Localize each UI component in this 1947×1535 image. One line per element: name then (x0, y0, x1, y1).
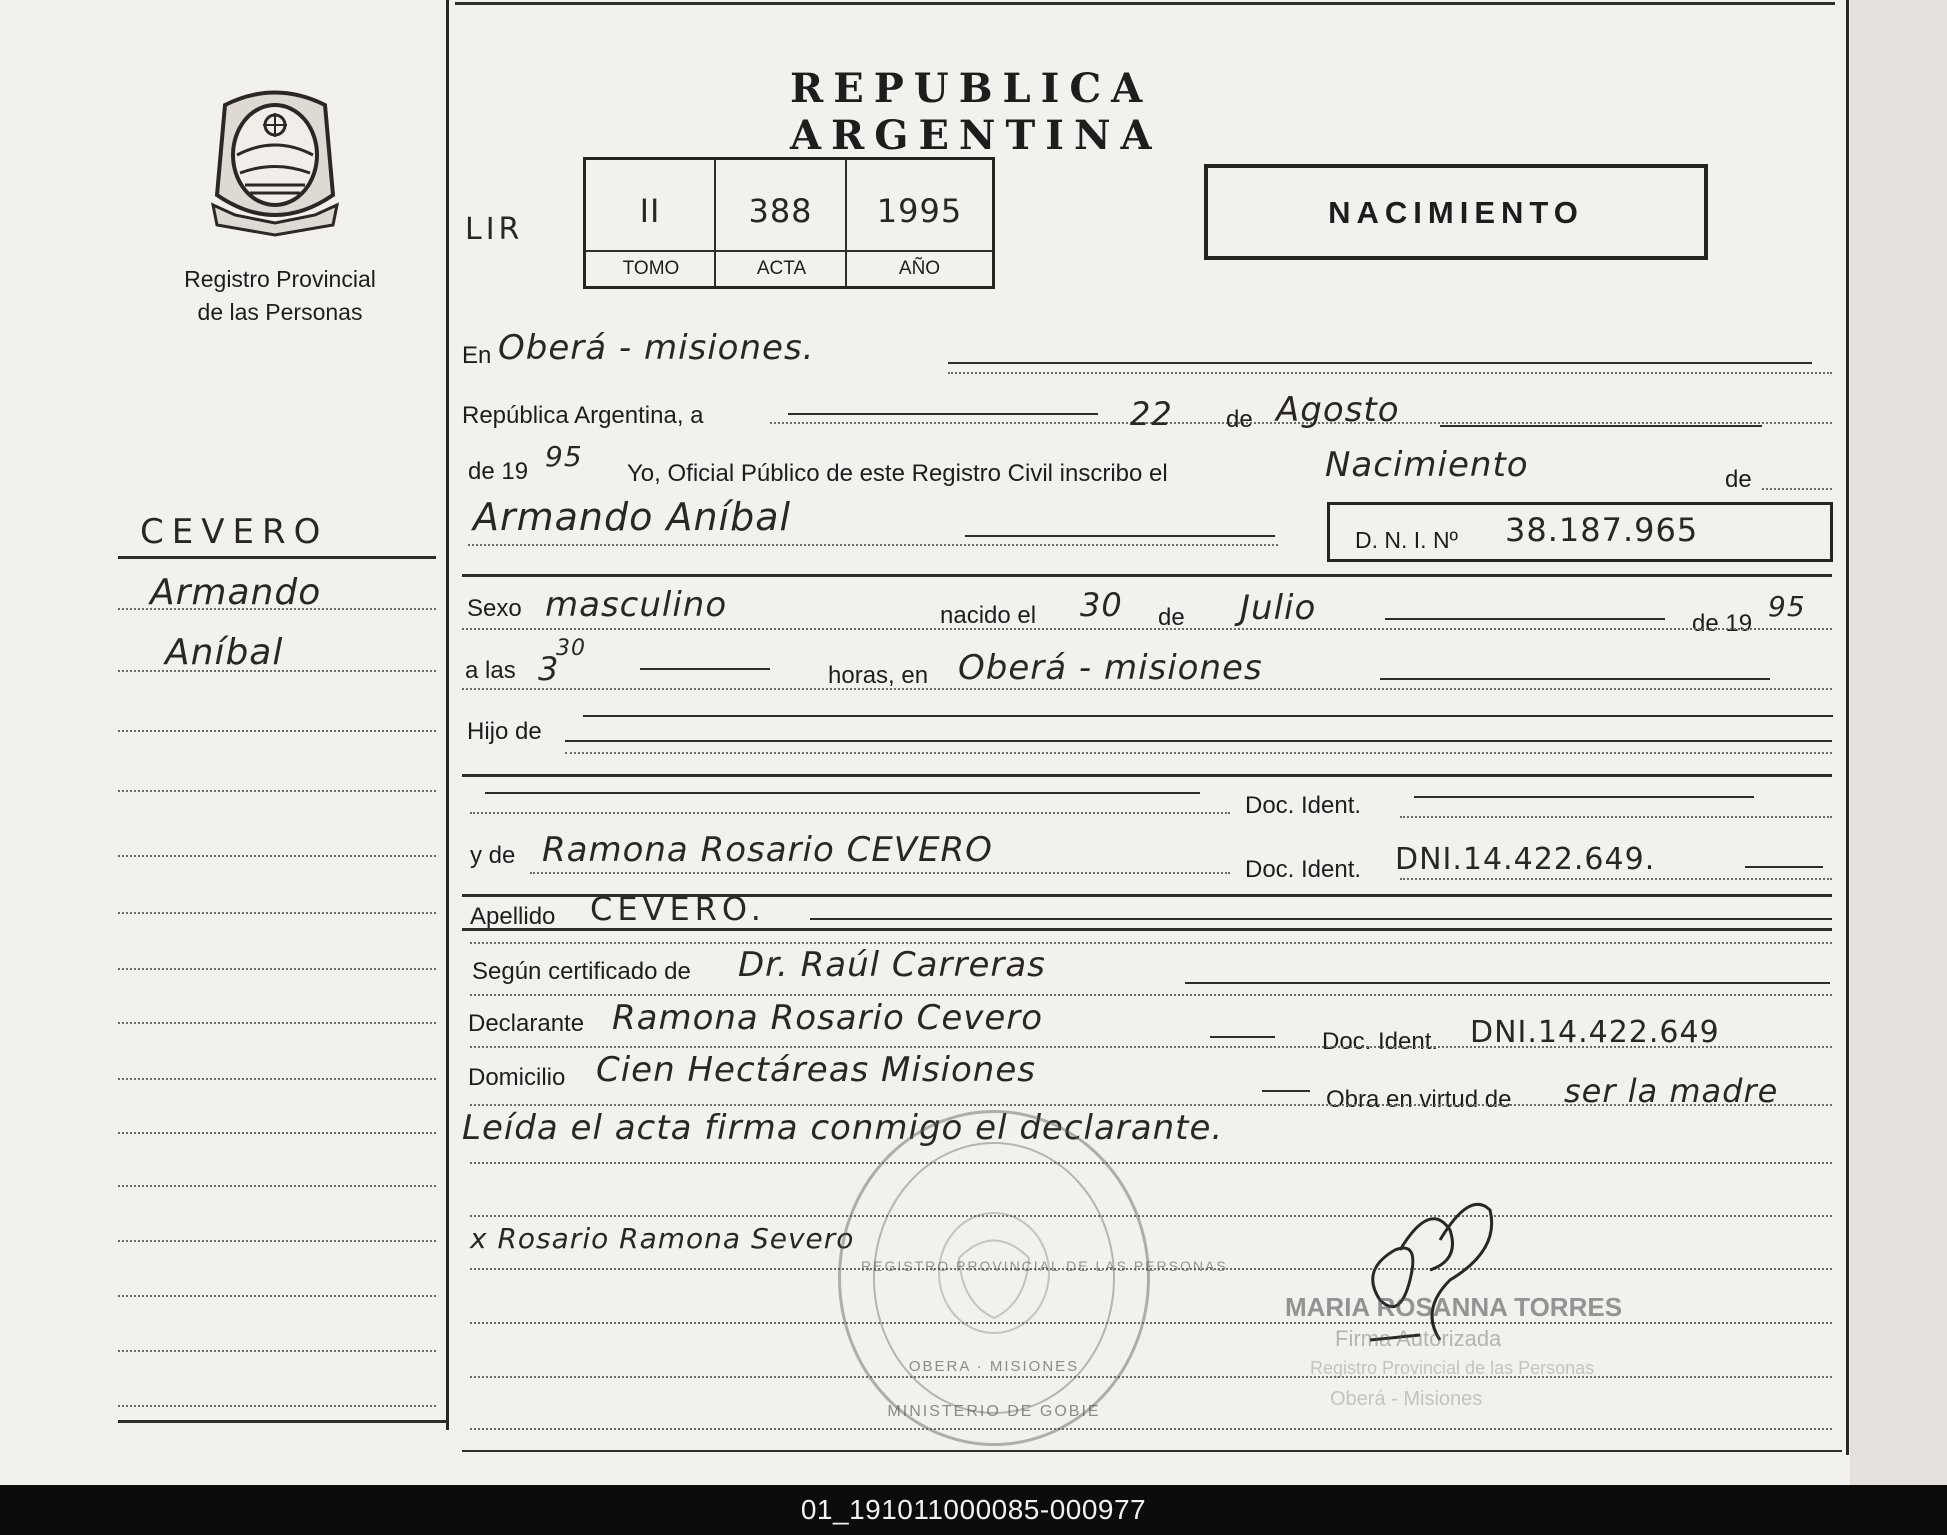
republica-label: República Argentina, a (462, 402, 704, 429)
top-rule (455, 2, 1835, 5)
leida-dotted (470, 1162, 1832, 1164)
domicilio-line (1262, 1090, 1310, 1092)
apellido-line (810, 918, 1832, 920)
ano-value: 1995 (876, 192, 963, 230)
father-doc-line (1414, 796, 1754, 798)
document-title: REPUBLICA ARGENTINA (790, 65, 1162, 159)
province-emblem (205, 85, 345, 240)
declarante-value: Ramona Rosario Cevero (612, 998, 1044, 1038)
section-rule (462, 574, 1832, 577)
declarante-line (1210, 1036, 1275, 1038)
seal-arc-text: REGISTRO PROVINCIAL DE LAS PERSONAS (861, 1258, 1228, 1274)
sidebar-line (118, 855, 436, 857)
birth-place-line (1380, 678, 1770, 680)
obra-label: Obra en virtud de (1326, 1086, 1512, 1113)
sidebar-line (118, 790, 436, 792)
type-box (1204, 164, 1708, 260)
sidebar-line (118, 968, 436, 970)
hijo-line-top (583, 715, 1833, 717)
sidebar-line (118, 1078, 436, 1080)
domicilio-label: Domicilio (468, 1064, 566, 1091)
obra-value: ser la madre (1564, 1072, 1779, 1110)
en-dotted (948, 372, 1832, 374)
record-table (583, 157, 995, 289)
en-label: En (462, 342, 492, 369)
sexo-value: masculino (545, 585, 728, 625)
seal-center-text: OBERA · MISIONES (908, 1358, 1080, 1375)
domicilio-dotted (470, 1104, 1832, 1106)
mother-dotted (530, 872, 1230, 874)
image-id-footer (0, 1485, 1947, 1535)
sidebar-given-name2: Aníbal (165, 632, 284, 673)
record-table-divider (586, 250, 992, 252)
mother-value: Ramona Rosario CEVERO (542, 830, 993, 870)
ano-label: AÑO (898, 258, 941, 279)
blank-line (470, 1215, 1832, 1217)
apellido-dotted (470, 942, 1832, 944)
father-doc-dotted (1400, 816, 1832, 818)
seal-icon (841, 1113, 1228, 1443)
blank-line (470, 1428, 1832, 1430)
father-doc-label: Doc. Ident. (1245, 792, 1362, 819)
y-de-label: y de (470, 842, 516, 869)
sidebar-line (118, 1185, 436, 1187)
hour-value: 3 (538, 650, 560, 688)
acta-label: ACTA (756, 258, 807, 279)
sexo-dotted (462, 628, 1832, 630)
type-label: NACIMIENTO (1328, 195, 1584, 230)
republica-line (788, 413, 1098, 415)
birth-de-label: de (1158, 604, 1185, 631)
declarante-doc-label: Doc. Ident. (1322, 1028, 1439, 1055)
month-de-label: de (1226, 406, 1253, 433)
name-dotted (468, 544, 1278, 546)
sidebar-line (118, 730, 436, 732)
hour-line (640, 668, 770, 670)
blank-line (470, 1376, 1832, 1378)
nacido-label: nacido el (940, 602, 1037, 629)
sidebar-line (118, 1350, 436, 1352)
domicilio-value: Cien Hectáreas Misiones (596, 1050, 1036, 1090)
tomo-value: II (639, 192, 661, 230)
declarante-label: Declarante (468, 1010, 585, 1037)
tomo-label: TOMO (622, 258, 680, 279)
page-edge (1850, 0, 1947, 1485)
birth-month-line (1385, 618, 1665, 620)
sidebar-surname-rule (118, 556, 436, 559)
a-las-label: a las (465, 657, 516, 684)
dni-box (1327, 502, 1833, 562)
statement-label: Yo, Oficial Público de este Registro Civil inscribo el (627, 460, 1168, 487)
birth-place: Oberá - misiones (958, 648, 1263, 688)
officer-line4: Oberá - Misiones (1330, 1388, 1483, 1410)
certificado-dotted (470, 994, 1832, 996)
sidebar-divider (446, 0, 449, 1430)
minutes-value: 30 (556, 636, 586, 661)
sidebar-bottom-rule (118, 1420, 448, 1423)
apellido-rule (462, 928, 1832, 931)
de19-label: de 19 (468, 458, 529, 485)
birth-month: Julio (1240, 588, 1317, 628)
day-value: 22 (1130, 395, 1173, 433)
birth-year: 95 (1768, 590, 1806, 623)
certificado-line (1185, 982, 1830, 984)
birth-de19-label: de 19 (1692, 610, 1753, 637)
en-line (948, 362, 1812, 364)
declarant-signature: x Rosario Ramona Severo (470, 1222, 855, 1255)
officer-line2: Firma Autorizada (1335, 1326, 1502, 1351)
event-de-label: de (1725, 466, 1752, 493)
declarante-dotted (470, 1046, 1832, 1048)
event-value: Nacimiento (1325, 445, 1529, 485)
dni-label: D. N. I. Nº (1355, 527, 1458, 553)
bottom-rule (462, 1450, 1842, 1452)
sidebar-given-name1: Armando (150, 572, 322, 613)
horas-label: horas, en (828, 662, 929, 689)
sidebar-line (118, 608, 436, 610)
seal-bottom-text: MINISTERIO DE GOBIE (887, 1403, 1101, 1420)
round-seal-stamp (838, 1110, 1228, 1446)
sidebar-line (118, 1022, 436, 1024)
event-dotted (1762, 488, 1832, 490)
sidebar-line (118, 670, 436, 672)
dni-value: 38.187.965 (1505, 511, 1699, 549)
mother-doc: DNI.14.422.649. (1395, 842, 1656, 877)
sidebar-line (118, 1295, 436, 1297)
segun-label: Según certificado de (472, 958, 691, 985)
mother-doc-label: Doc. Ident. (1245, 856, 1362, 883)
father-line (485, 792, 1200, 794)
officer-line3: Registro Provincial de las Personas (1310, 1358, 1595, 1378)
certificado-value: Dr. Raúl Carreras (738, 945, 1046, 985)
record-prefix: LIR (465, 212, 524, 247)
hijo-label: Hijo de (467, 718, 542, 745)
registry-line1: Registro Provincial (184, 266, 376, 292)
month-line (1440, 425, 1762, 427)
hijo-dotted (565, 752, 1832, 754)
declarante-doc: DNI.14.422.649 (1470, 1015, 1720, 1050)
sidebar-line (118, 912, 436, 914)
acta-value: 388 (748, 192, 813, 230)
father-dotted (470, 812, 1230, 814)
blank-line (470, 1322, 1832, 1324)
officer-name: MARIA ROSANNA TORRES (1285, 1292, 1623, 1322)
year-value: 95 (545, 440, 583, 473)
a-las-dotted (462, 688, 1832, 690)
mother-doc-line (1745, 866, 1823, 868)
birth-day: 30 (1080, 586, 1123, 624)
apellido-label: Apellido (470, 903, 556, 930)
sidebar-line (118, 1132, 436, 1134)
name-line (965, 535, 1275, 537)
name-value: Armando Aníbal (473, 495, 792, 539)
month-value: Agosto (1276, 390, 1400, 430)
image-id-text: 01_191011000085-000977 (800, 1494, 1147, 1525)
registry-line2: de las Personas (197, 299, 363, 325)
sexo-label: Sexo (467, 595, 522, 622)
hijo-line (565, 740, 1832, 742)
hijo-rule (462, 774, 1832, 777)
emblem-icon (205, 85, 345, 240)
en-value: Oberá - misiones. (498, 328, 815, 368)
apellido-value: CEVERO. (590, 890, 766, 928)
leida-value: Leída el acta firma conmigo el declarante. (462, 1108, 1224, 1148)
mother-doc-dotted (1400, 878, 1832, 880)
right-border (1846, 0, 1849, 1455)
sidebar-surname: CEVERO (140, 512, 329, 552)
sidebar-line (118, 1240, 436, 1242)
sidebar-line (118, 1405, 436, 1407)
